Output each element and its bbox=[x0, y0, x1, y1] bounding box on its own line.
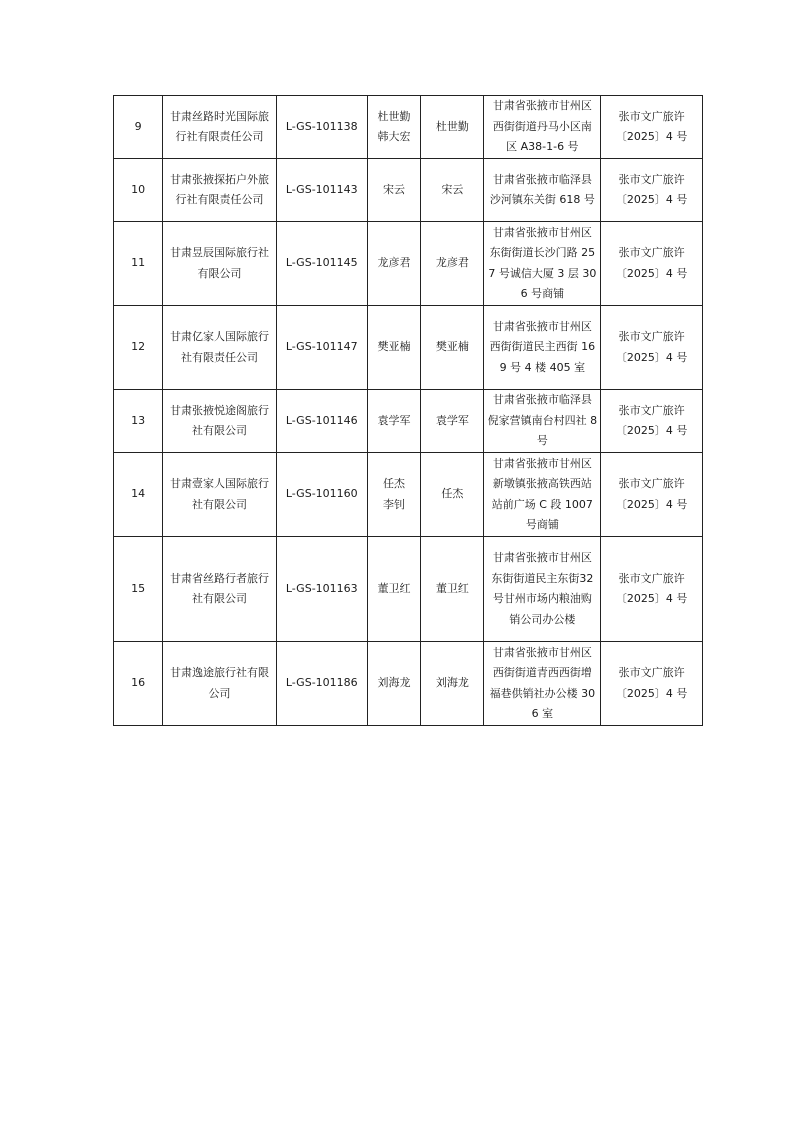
permit-number-cell bbox=[601, 642, 703, 726]
permit-number: 〔2025〕4 号 bbox=[615, 497, 688, 511]
license-code: L-GS-101143 bbox=[285, 182, 358, 196]
license-code-cell bbox=[276, 537, 367, 642]
table-row bbox=[114, 642, 703, 726]
legal-representative: 杜世勤 bbox=[377, 109, 411, 123]
table-row bbox=[114, 390, 703, 453]
row-number: 13 bbox=[131, 413, 146, 427]
legal-representative: 樊亚楠 bbox=[377, 340, 411, 354]
license-code: L-GS-101138 bbox=[285, 119, 358, 133]
legal-representative-cell bbox=[367, 642, 421, 726]
business-address: 甘肃省张掖市甘州区新墩镇张掖高铁西站站前广场 C 段 1007 号商铺 bbox=[491, 456, 593, 531]
legal-representative: 李钊 bbox=[383, 497, 406, 511]
row-number-cell bbox=[114, 96, 163, 159]
license-code: L-GS-101160 bbox=[285, 487, 358, 501]
agency-name: 甘肃省丝路行者旅行社有限公司 bbox=[170, 571, 269, 605]
business-address: 甘肃省张掖市甘州区东街街道民主东街32号甘州市场内粮油购销公司办公楼 bbox=[491, 551, 594, 626]
permit-number: 张市文广旅许 bbox=[618, 109, 685, 123]
row-number: 16 bbox=[131, 676, 146, 690]
address-cell bbox=[484, 537, 601, 642]
legal-representative: 韩大宏 bbox=[377, 130, 411, 143]
agency-name-cell bbox=[163, 96, 277, 159]
legal-representative: 袁学军 bbox=[377, 413, 411, 427]
manager-cell bbox=[421, 642, 484, 726]
row-number-cell bbox=[114, 453, 163, 537]
row-number: 11 bbox=[131, 256, 146, 270]
row-number: 12 bbox=[131, 340, 146, 354]
row-number: 10 bbox=[131, 182, 146, 196]
manager-name: 刘海龙 bbox=[435, 676, 469, 690]
row-number: 9 bbox=[134, 119, 142, 133]
legal-representative: 龙彦君 bbox=[377, 256, 411, 270]
permit-number-cell bbox=[601, 537, 703, 642]
agency-name: 甘肃逸途旅行社有限公司 bbox=[170, 666, 269, 700]
manager-cell bbox=[421, 306, 484, 390]
manager-cell bbox=[421, 390, 484, 453]
manager-name: 龙彦君 bbox=[435, 256, 469, 270]
agency-name: 甘肃张掖探拓户外旅行社有限责任公司 bbox=[170, 172, 269, 206]
permit-number: 〔2025〕4 号 bbox=[615, 350, 688, 364]
business-address: 甘肃省张掖市甘州区西街街道民主西街 169 号 4 楼 405 室 bbox=[489, 319, 596, 374]
address-cell bbox=[484, 96, 601, 159]
business-address: 甘肃省张掖市临泽县倪家营镇南台村四社 8 号 bbox=[487, 393, 598, 448]
address-cell bbox=[484, 306, 601, 390]
legal-representative-cell bbox=[367, 390, 421, 453]
permit-number-cell bbox=[601, 453, 703, 537]
manager-name: 董卫红 bbox=[435, 581, 469, 595]
row-number: 15 bbox=[131, 581, 146, 595]
permit-number: 〔2025〕4 号 bbox=[615, 130, 688, 143]
legal-representative: 宋云 bbox=[383, 182, 406, 196]
row-number-cell bbox=[114, 159, 163, 222]
row-number-cell bbox=[114, 222, 163, 306]
legal-representative-cell bbox=[367, 306, 421, 390]
row-number-cell bbox=[114, 306, 163, 390]
legal-representative: 董卫红 bbox=[377, 581, 411, 595]
manager-name: 樊亚楠 bbox=[435, 340, 469, 354]
manager-name: 袁学军 bbox=[435, 413, 469, 427]
address-cell bbox=[484, 222, 601, 306]
agency-name-cell bbox=[163, 159, 277, 222]
permit-number-cell bbox=[601, 390, 703, 453]
permit-number: 张市文广旅许 bbox=[618, 172, 685, 186]
permit-number-cell bbox=[601, 96, 703, 159]
permit-number-cell bbox=[601, 306, 703, 390]
business-address: 甘肃省张掖市临泽县沙河镇东关街 618 号 bbox=[489, 172, 595, 206]
legal-representative-cell bbox=[367, 537, 421, 642]
legal-representative: 刘海龙 bbox=[377, 676, 411, 690]
address-cell bbox=[484, 390, 601, 453]
permit-number-cell bbox=[601, 159, 703, 222]
legal-representative-cell bbox=[367, 222, 421, 306]
address-cell bbox=[484, 453, 601, 537]
row-number-cell bbox=[114, 390, 163, 453]
license-code-cell bbox=[276, 222, 367, 306]
agency-name-cell bbox=[163, 642, 277, 726]
manager-name: 杜世勤 bbox=[435, 119, 469, 133]
agency-name-cell bbox=[163, 453, 277, 537]
permit-number: 〔2025〕4 号 bbox=[615, 686, 688, 700]
permit-number: 张市文广旅许 bbox=[618, 571, 685, 585]
permit-number: 张市文广旅许 bbox=[618, 666, 685, 679]
travel-agency-license-table bbox=[113, 95, 703, 726]
manager-cell bbox=[421, 159, 484, 222]
row-number: 14 bbox=[131, 487, 146, 501]
row-number-cell bbox=[114, 642, 163, 726]
agency-name: 甘肃丝路时光国际旅行社有限责任公司 bbox=[170, 109, 269, 143]
agency-name-cell bbox=[163, 306, 277, 390]
permit-number: 〔2025〕4 号 bbox=[615, 592, 688, 605]
table-body bbox=[114, 96, 703, 726]
license-code: L-GS-101147 bbox=[285, 340, 358, 354]
permit-number: 张市文广旅许 bbox=[618, 330, 685, 343]
agency-name: 甘肃张掖悦途阁旅行社有限公司 bbox=[170, 403, 269, 437]
agency-name-cell bbox=[163, 222, 277, 306]
permit-number: 张市文广旅许 bbox=[618, 246, 685, 259]
agency-name: 甘肃昱辰国际旅行社有限公司 bbox=[170, 246, 269, 280]
permit-number: 张市文广旅许 bbox=[618, 403, 685, 417]
table-row bbox=[114, 453, 703, 537]
table-row bbox=[114, 159, 703, 222]
manager-name: 宋云 bbox=[441, 182, 464, 196]
agency-name: 甘肃壹家人国际旅行社有限公司 bbox=[170, 477, 269, 511]
permit-number-cell bbox=[601, 222, 703, 306]
license-code: L-GS-101146 bbox=[285, 413, 358, 427]
business-address: 甘肃省张掖市甘州区东街街道长沙门路 257 号诚信大厦 3 层 306 号商铺 bbox=[488, 225, 597, 300]
address-cell bbox=[484, 642, 601, 726]
business-address: 甘肃省张掖市甘州区西街街道丹马小区南区 A38-1-6 号 bbox=[492, 99, 592, 154]
table-row bbox=[114, 306, 703, 390]
manager-cell bbox=[421, 222, 484, 306]
table-row bbox=[114, 537, 703, 642]
license-code: L-GS-101186 bbox=[285, 676, 358, 690]
license-code-cell bbox=[276, 96, 367, 159]
legal-representative-cell bbox=[367, 96, 421, 159]
license-code-cell bbox=[276, 642, 367, 726]
legal-representative-cell bbox=[367, 453, 421, 537]
agency-name-cell bbox=[163, 537, 277, 642]
address-cell bbox=[484, 159, 601, 222]
manager-name: 任杰 bbox=[441, 487, 464, 501]
permit-number: 〔2025〕4 号 bbox=[615, 266, 688, 280]
legal-representative-cell bbox=[367, 159, 421, 222]
permit-number: 〔2025〕4 号 bbox=[615, 193, 688, 206]
license-code-cell bbox=[276, 390, 367, 453]
row-number-cell bbox=[114, 537, 163, 642]
table-row bbox=[114, 96, 703, 159]
legal-representative: 任杰 bbox=[383, 477, 406, 490]
license-code-cell bbox=[276, 306, 367, 390]
permit-number: 张市文广旅许 bbox=[618, 477, 685, 490]
manager-cell bbox=[421, 96, 484, 159]
license-code-cell bbox=[276, 453, 367, 537]
manager-cell bbox=[421, 537, 484, 642]
permit-number: 〔2025〕4 号 bbox=[615, 424, 688, 437]
license-code: L-GS-101163 bbox=[285, 581, 358, 595]
manager-cell bbox=[421, 453, 484, 537]
license-code: L-GS-101145 bbox=[285, 256, 358, 270]
agency-name: 甘肃亿家人国际旅行社有限责任公司 bbox=[170, 330, 269, 364]
agency-name-cell bbox=[163, 390, 277, 453]
business-address: 甘肃省张掖市甘州区西街街道青西西街增福巷供销社办公楼 306 室 bbox=[489, 645, 596, 720]
license-code-cell bbox=[276, 159, 367, 222]
table-row bbox=[114, 222, 703, 306]
